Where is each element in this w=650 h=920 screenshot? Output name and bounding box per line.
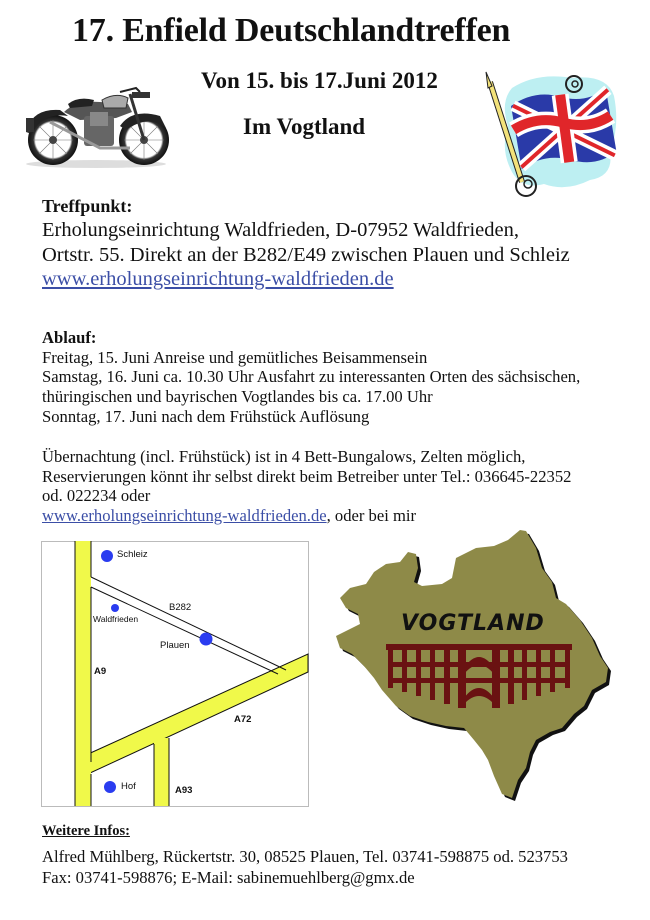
map-label-a72: A72 <box>234 714 252 725</box>
vogtland-label: VOGTLAND <box>401 611 545 636</box>
motorcycle-image <box>20 82 172 170</box>
contact-line-2: Fax: 03741-598876; E-Mail: sabinemuehlberg@gmx.de <box>42 868 415 887</box>
map-label-hof: Hof <box>121 781 136 792</box>
contact-line-1: Alfred Mühlberg, Rückertstr. 30, 08525 Plauen, Tel. 03741-598875 od. 523753 <box>42 847 568 866</box>
map-label-plauen: Plauen <box>160 640 190 651</box>
vogtland-logo <box>330 528 620 810</box>
ablauf-line-4: Sonntag, 17. Juni nach dem Frühstück Auflösung <box>42 406 370 426</box>
treffpunkt-section <box>42 194 570 292</box>
uebernachtung-line-3: od. 022234 oder <box>42 486 151 506</box>
map-label-b282: B282 <box>169 602 192 613</box>
ablauf-line-3: thüringischen und bayrischen Vogtlandes bis ca. 17.00 Uhr <box>42 387 433 407</box>
ablauf-line-1: Freitag, 15. Juni Anreise und gemütliches Beisammensein <box>42 347 428 367</box>
map-label-a93: A93 <box>175 785 193 796</box>
road-map <box>40 538 312 810</box>
event-dates: Von 15. bis 17.Juni 2012 <box>201 68 438 93</box>
ablauf-section <box>42 328 580 427</box>
ablauf-heading: Ablauf: <box>42 328 97 347</box>
contact-heading: Weitere Infos: <box>42 823 130 839</box>
map-label-waldfrieden: Waldfrieden <box>93 614 139 624</box>
treffpunkt-line-2: Ortstr. 55. Direkt an der B282/E49 zwischen Plauen und Schleiz <box>42 243 570 266</box>
uebernachtung-line-4 <box>42 506 571 526</box>
union-jack-flag-image <box>482 66 618 204</box>
treffpunkt-heading: Treffpunkt: <box>42 196 133 216</box>
uebernachtung-line-2: Reservierungen könnt ihr selbst direkt beim Betreiber unter Tel.: 036645-22352 <box>42 466 572 486</box>
map-label-a9: A9 <box>94 666 107 677</box>
website-link-2[interactable]: www.erholungseinrichtung-waldfrieden.de <box>42 506 327 526</box>
uebernachtung-section <box>42 447 571 526</box>
uebernachtung-line-1: Übernachtung (incl. Frühstück) ist in 4 Bett-Bungalows, Zelten möglich, <box>42 447 526 466</box>
website-link[interactable]: www.erholungseinrichtung-waldfrieden.de <box>42 268 394 290</box>
contact-section <box>42 820 568 888</box>
map-label-schleiz: Schleiz <box>117 549 148 560</box>
treffpunkt-line-1: Erholungseinrichtung Waldfrieden, D-07952 Waldfrieden, <box>42 219 519 241</box>
link-suffix: , oder bei mir <box>326 506 417 526</box>
event-region: Im Vogtland <box>243 114 366 139</box>
page-title: 17. Enfield Deutschlandtreffen <box>72 12 511 49</box>
ablauf-line-2: Samstag, 16. Juni ca. 10.30 Uhr Ausfahrt zu interessanten Orten des sächsischen, <box>42 367 581 387</box>
